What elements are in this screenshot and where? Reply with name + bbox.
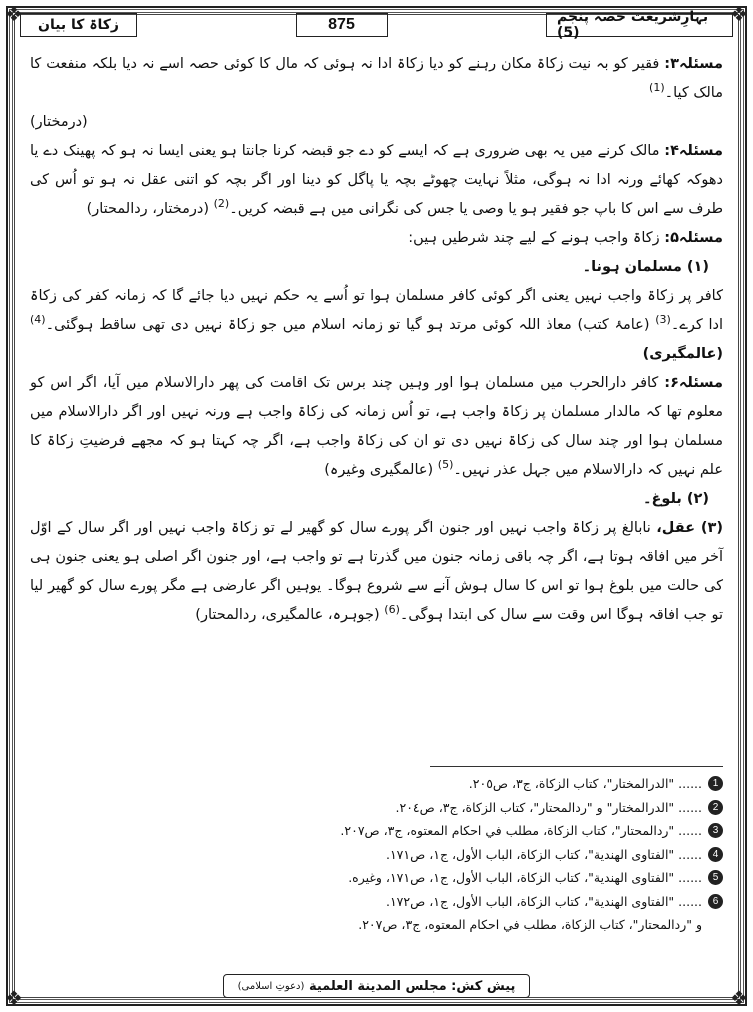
masala-4: مسئلہ۴: مالک کرنے میں یہ بھی ضروری ہے کہ ایسے کو دے جو قبضہ کرنا جانتا ہو یعنی ایسا نہ ہو کہ پھینک دے یا دھوکہ کھائے ورنہ ادا نہ ہوگی، مثلاً نہایت چھوٹے بچہ یا پاگل کو دینا اور اگر بچہ کو اتنی عقل نہ ہو تو اُس کی طرف سے اس کا باپ جو فقیر ہو یا وصی یا جس کی نگرانی میں ہے قبضہ کریں۔$^{(2)}$ (درمختار، ردالمحتار) xyxy=(30,143,723,217)
book-title: بہارِشریعت حصہ پنجم (5) xyxy=(546,13,733,37)
footnote-number: 6 xyxy=(708,894,723,909)
masala-3: مسئلہ۳: فقیر کو بہ نیت زکاۃ مکان رہنے کو دیا زکاۃ ادا نہ ہوئی کہ مال کا کوئی حصہ اسے نہ دیا بلکہ منفعت کا مالک کیا۔$^{(1)}$ xyxy=(30,56,724,101)
footnote-item: 3 ...... "ردالمحتار"، كتاب الزكاة، مطلب في احكام المعتوه، ج٣، ص٢٠٧. xyxy=(30,819,723,843)
footnote-number: 4 xyxy=(708,847,723,862)
masala-6: مسئلہ۶: کافر دارالحرب میں مسلمان ہوا اور وہیں چند برس تک اقامت کی پھر دارالاسلام میں آیا، اگر اس کو معلوم تھا کہ مالدار مسلمان پر زکاۃ واجب ہے، تو اُس زمانہ کی زکاۃ واجب ہے ورنہ نہیں اور اگر دارالاسلام میں مسلمان ہوا اور چند سال کی زکاۃ نہیں دی تو ان کی زکاۃ واجب ہے، اگر چہ کہتا ہو کہ مجھے فرضیتِ زکاۃ کا علم نہیں کہ دارالاسلام میں جہل عذر نہیں۔$^{(5)}$ (عالمگیری وغیرہ) xyxy=(30,375,723,478)
footnote-item: 2 ...... "الدرالمختار" و "ردالمحتار"، كتاب الزكاة، ج٣، ص٢٠٤. xyxy=(30,796,723,820)
condition-1: (۱) مسلمان ہونا۔ xyxy=(582,259,709,275)
chapter-title: زکاۃ کا بیان xyxy=(20,13,137,37)
corner-ornament-icon: ❖ xyxy=(5,2,23,26)
footnote-item: و "ردالمحتار"، كتاب الزكاة، مطلب في احكام المعتوه، ج٣، ص٢٠٧. xyxy=(358,917,702,932)
condition-3: (۳) عقل، نابالغ پر زکاۃ واجب نہیں اور جنون اگر پورے سال کو گھیر لے تو زکاۃ واجب نہیں اور اگر سال کے اوّل آخر میں افاقہ ہوتا ہے، اگر چہ باقی زمانہ جنون میں گذرتا ہے تو واجب ہے، اور جنون اگر اصلی ہو یعنی جنون ہی کی حالت میں بلوغ ہوا تو اس کا سال ہوش آنے سے شروع ہوگا۔ یوہیں اگر عارضی ہے مگر پورے سال کو گھیر لیا تو جب افاقہ ہوگا اس وقت سے سال کی ابتدا ہوگی۔$^{(6)}$ (جوہرہ، عالمگیری، ردالمحتار) xyxy=(30,520,724,623)
footnote-number: 1 xyxy=(708,776,723,791)
corner-ornament-icon: ❖ xyxy=(5,986,23,1010)
corner-ornament-icon: ❖ xyxy=(730,986,748,1010)
footnote-number: 2 xyxy=(708,800,723,815)
footnotes xyxy=(30,772,723,937)
page-body xyxy=(30,50,723,630)
page-footer xyxy=(0,974,753,1000)
page-header xyxy=(20,9,733,41)
page-number: 875 xyxy=(296,13,388,37)
masala-3-source: (درمختار) xyxy=(30,114,88,130)
footnote-item: 1 ...... "الدرالمختار"، كتاب الزكاة، ج٣، ص٢٠٥. xyxy=(30,772,723,796)
condition-1-text: کافر پر زکاۃ واجب نہیں یعنی اگر کوئی کافر مسلمان ہوا تو اُسے یہ حکم نہیں دیا جائے گا کہ زمانہ کفر کی زکاۃ ادا کرے۔$^{(3)}$ (عامۂ کتب) معاذ اللہ کوئی مرتد ہو گیا تو زمانہ اسلام میں جو زکاۃ نہیں دی تھی ساقط ہوگئی۔$^{(4)}$ (عالمگیری) xyxy=(30,288,724,362)
footnote-item: 6 ...... "الفتاوى الهندية"، كتاب الزكاة، الباب الأول، ج١، ص١٧٢. xyxy=(30,890,723,914)
footnote-divider xyxy=(430,766,723,767)
condition-2: (۲) بلوغ۔ xyxy=(642,491,709,507)
footnote-number: 5 xyxy=(708,870,723,885)
footnote-item: 5 ...... "الفتاوى الهندية"، كتاب الزكاة، الباب الأول، ج١، ص١٧١، وغيره. xyxy=(30,866,723,890)
corner-ornament-icon: ❖ xyxy=(730,2,748,26)
footnote-item: 4 ...... "الفتاوى الهندية"، كتاب الزكاة، الباب الأول، ج١، ص١٧١. xyxy=(30,843,723,867)
masala-5: مسئلہ۵: زکاۃ واجب ہونے کے لیے چند شرطیں ہیں: xyxy=(408,230,723,246)
footnote-number: 3 xyxy=(708,823,723,838)
publisher-credit: پیش کش: مجلس المدينة العلمية (دعوتِ اسلامی) xyxy=(223,974,531,998)
